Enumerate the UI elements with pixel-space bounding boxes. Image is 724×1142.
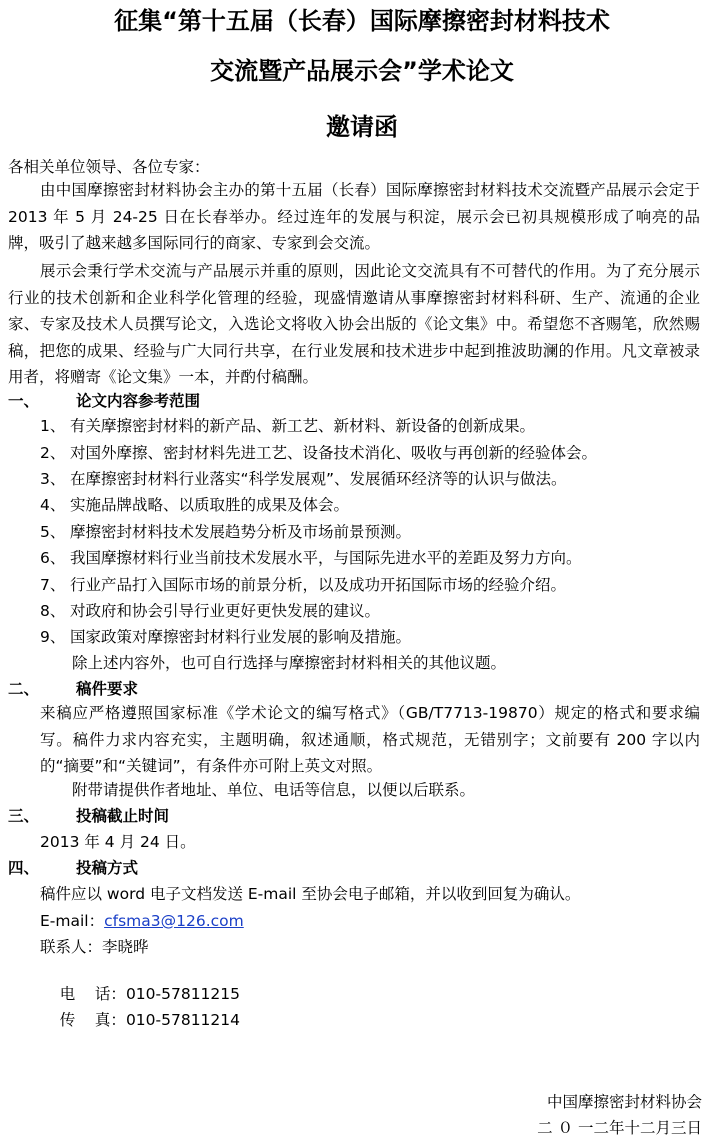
section-four-title: 投稿方式 bbox=[76, 859, 139, 877]
signature-date: 二 ０ 一二年十二月三日 bbox=[537, 1119, 702, 1137]
title-line-2: 交流暨产品展示会”学术论文 bbox=[210, 57, 514, 85]
list-item bbox=[40, 548, 582, 568]
fax-row bbox=[40, 990, 240, 1050]
section-three-title: 投稿截止时间 bbox=[76, 807, 170, 825]
list-item bbox=[40, 627, 411, 647]
submission-method: 稿件应以 word 电子文档发送 E-mail 至协会电子邮箱，并以收到回复为确认。 bbox=[40, 885, 581, 903]
list-item-number: 6、 bbox=[40, 549, 66, 567]
list-item-text: 实施品牌战略、以质取胜的成果及体会。 bbox=[70, 496, 350, 514]
intro-paragraph-2: 展示会秉行学术交流与产品展示并重的原则，因此论文交流具有不可替代的作用。为了充分展示行业的技术创新和企业科学化管理的经验，现盛情邀请从事摩擦密封材料科研、生产、流通的企业家、专家及技术人员撰写论文，入选论文将收入协会出版的《论文集》中。希望您不吝赐笔，欣然赐稿，把您的成果、经验与广大同行共享，在行业发展和技术进步中起到推波助澜的作用。凡文章被录用者，将赠寄《论文集》一本，并酌付稿酬。 bbox=[8, 262, 700, 386]
list-item-text: 我国摩擦材料行业当前技术发展水平，与国际先进水平的差距及努力方向。 bbox=[70, 549, 582, 567]
section-two-title: 稿件要求 bbox=[76, 680, 139, 698]
section-one-heading bbox=[8, 391, 200, 411]
list-item bbox=[40, 522, 411, 542]
list-item-text: 对政府和协会引导行业更好更快发展的建议。 bbox=[70, 602, 381, 620]
signature-organization: 中国摩擦密封材料协会 bbox=[546, 1093, 702, 1111]
list-item-text: 对国外摩擦、密封材料先进工艺、设备技术消化、吸收与再创新的经验体会。 bbox=[70, 444, 598, 462]
title-line-3: 邀请函 bbox=[326, 113, 398, 141]
list-item-text: 行业产品打入国际市场的前景分析，以及成功开拓国际市场的经验介绍。 bbox=[70, 576, 567, 594]
list-item-text: 在摩擦密封材料行业落实“科学发展观”、发展循环经济等的认识与做法。 bbox=[70, 470, 567, 488]
list-item-number: 9、 bbox=[40, 628, 66, 646]
list-item-number: 1、 bbox=[40, 417, 66, 435]
section-three-heading bbox=[8, 806, 169, 826]
list-item-text: 摩擦密封材料技术发展趋势分析及市场前景预测。 bbox=[70, 523, 412, 541]
list-item-text: 有关摩擦密封材料的新产品、新工艺、新材料、新设备的创新成果。 bbox=[70, 417, 536, 435]
fax-label: 传 真： bbox=[59, 1011, 126, 1029]
list-item-number: 4、 bbox=[40, 496, 66, 514]
section-two-number: 二、 bbox=[8, 680, 40, 698]
list-item bbox=[40, 469, 567, 489]
email-label: E-mail： bbox=[40, 912, 105, 930]
contact-label: 联系人： bbox=[40, 938, 103, 956]
email-link[interactable]: cfsma3@126.com bbox=[104, 912, 244, 930]
salutation: 各相关单位领导、各位专家： bbox=[8, 158, 210, 176]
list-item-number: 3、 bbox=[40, 470, 66, 488]
section-one-number: 一、 bbox=[8, 392, 40, 410]
list-item-text: 国家政策对摩擦密封材料行业发展的影响及措施。 bbox=[70, 628, 412, 646]
contact-person-row bbox=[40, 937, 149, 957]
list-item-number: 7、 bbox=[40, 576, 66, 594]
section-two-heading bbox=[8, 679, 138, 699]
list-item bbox=[40, 495, 349, 515]
section-two-paragraph: 来稿应严格遵照国家标准《学术论文的编写格式》（GB/T7713-19870）规定的格式和要求编写。稿件力求内容充实，主题明确，叙述通顺，格式规范，无错别字；文前要有 200 字以内的“摘要”和“关键词”，有条件亦可附上英文对照。 bbox=[40, 704, 700, 775]
section-four-heading bbox=[8, 858, 138, 878]
deadline-date: 2013 年 4 月 24 日。 bbox=[40, 833, 196, 851]
list-item bbox=[40, 601, 380, 621]
section-one-note: 除上述内容外，也可自行选择与摩擦密封材料相关的其他议题。 bbox=[72, 654, 507, 672]
section-two-note: 附带请提供作者地址、单位、电话等信息，以便以后联系。 bbox=[72, 781, 476, 799]
list-item-number: 5、 bbox=[40, 523, 66, 541]
list-item-number: 2、 bbox=[40, 444, 66, 462]
section-four-number: 四、 bbox=[8, 859, 40, 877]
phone-label: 电 话： bbox=[59, 985, 126, 1003]
fax-number: 010-57811214 bbox=[125, 1011, 241, 1029]
intro-paragraph-1: 由中国摩擦密封材料协会主办的第十五届（长春）国际摩擦密封材料技术交流暨产品展示会定于 2013 年 5 月 24-25 日在长春举办。经过连年的发展与积淀，展示会已初具规模形成了响亮的品牌，吸引了越来越多国际同行的商家、专家到会交流。 bbox=[8, 181, 700, 252]
phone-number: 010-57811215 bbox=[125, 985, 241, 1003]
title-line-1: 征集“第十五届（长春）国际摩擦密封材料技术 bbox=[114, 7, 610, 35]
contact-name: 李晓晔 bbox=[102, 938, 149, 956]
email-row bbox=[40, 911, 244, 931]
section-three-number: 三、 bbox=[8, 807, 40, 825]
list-item bbox=[40, 443, 597, 463]
section-one-title: 论文内容参考范围 bbox=[76, 392, 201, 410]
list-item-number: 8、 bbox=[40, 602, 66, 620]
list-item bbox=[40, 416, 535, 436]
list-item bbox=[40, 575, 566, 595]
